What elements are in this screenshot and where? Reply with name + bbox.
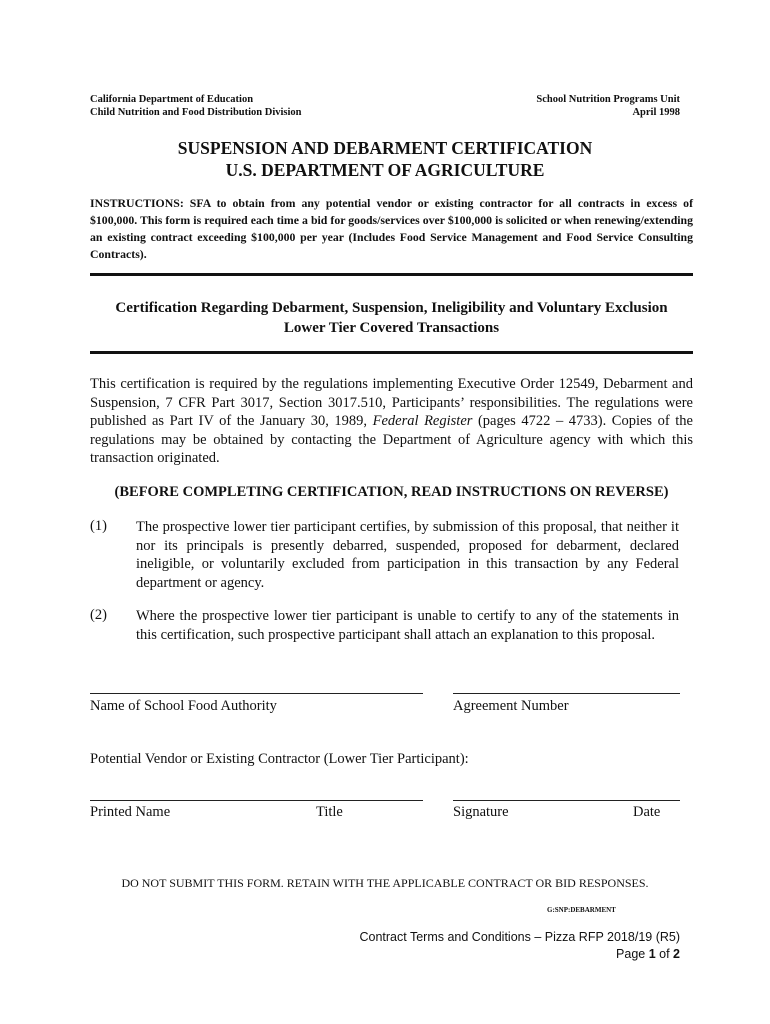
sfa-name-label: Name of School Food Authority [90, 698, 277, 714]
form-title: SUSPENSION AND DEBARMENT CERTIFICATION [177, 138, 593, 158]
intro-paragraph [90, 375, 693, 468]
item-2-number: (2) [90, 607, 107, 623]
form-subtitle: U.S. DEPARTMENT OF AGRICULTURE [225, 160, 545, 180]
page-prefix: Page [616, 947, 649, 961]
contract-terms-line: Contract Terms and Conditions – Pizza RFP 2018/19 (R5) [359, 930, 680, 944]
title-label: Title [316, 804, 343, 820]
read-instructions-notice: (BEFORE COMPLETING CERTIFICATION, READ INSTRUCTIONS ON REVERSE) [114, 484, 669, 500]
page-number [616, 947, 680, 961]
item-1-number: (1) [90, 518, 107, 534]
file-code: G:SNP:DEBARMENT [547, 906, 616, 914]
instructions: INSTRUCTIONS: SFA to obtain from any potential vendor or existing contractor for all contracts in excess of $100,000. This form is required each time a bid for goods/services over $100,000 is solicited or when renewing/extending an existing contract exceeding $100,000 per year (Includes Food Service Management and Food Service Consulting Contracts). [90, 196, 693, 261]
agency-header [90, 93, 302, 119]
agreement-number-line[interactable] [453, 693, 680, 694]
item-2-text: Where the prospective lower tier participant is unable to certify to any of the statements in this certification, such prospective participant shall attach an explanation to this proposal. [136, 608, 679, 643]
signature-date-line[interactable] [453, 800, 680, 801]
agreement-number-label: Agreement Number [453, 698, 569, 714]
bottom-divider [90, 351, 693, 354]
page-current: 1 [648, 947, 656, 961]
vendor-label: Potential Vendor or Existing Contractor (Lower Tier Participant): [90, 751, 469, 767]
retain-notice: DO NOT SUBMIT THIS FORM. RETAIN WITH THE APPLICABLE CONTRACT OR BID RESPONSES. [121, 876, 649, 890]
certification-heading [90, 298, 693, 338]
certification-heading-line1: Certification Regarding Debarment, Suspension, Ineligibility and Voluntary Exclusion [115, 300, 668, 316]
unit-name: School Nutrition Programs Unit [536, 94, 680, 105]
division-name: Child Nutrition and Food Distribution Division [90, 107, 302, 118]
item-1-text: The prospective lower tier participant certifies, by submission of this proposal, that neither it nor its principals is presently debarred, suspended, proposed for debarment, declared ineligible, or voluntarily excluded from participation in this transaction by any Federal department or agency. [136, 519, 679, 591]
printed-name-title-line[interactable] [90, 800, 423, 801]
certification-heading-line2: Lower Tier Covered Transactions [283, 320, 500, 336]
intro-text-2: (pages 4722 – 4733). Copies of the regulations may be obtained by contacting the Department of Agriculture agency with which this transaction originated. [90, 413, 693, 466]
printed-name-label: Printed Name [90, 804, 171, 820]
sfa-name-line[interactable] [90, 693, 423, 694]
signature-label: Signature [453, 804, 509, 820]
intro-text-1: This certification is required by the regulations implementing Executive Order 12549, Debarment and Suspension, 7 CFR Part 3017, Section 3017.510, Participants’ responsibilities. The regulations were published as Part IV of the January 30, 1989, [90, 376, 693, 429]
page-total: 2 [673, 947, 680, 961]
page-mid: of [655, 947, 674, 961]
date-label: Date [633, 804, 661, 820]
unit-header [536, 93, 680, 119]
form-date: April 1998 [632, 107, 680, 118]
federal-register-italic: Federal Register [372, 413, 473, 429]
top-divider [90, 273, 693, 276]
agency-name: California Department of Education [90, 94, 254, 105]
